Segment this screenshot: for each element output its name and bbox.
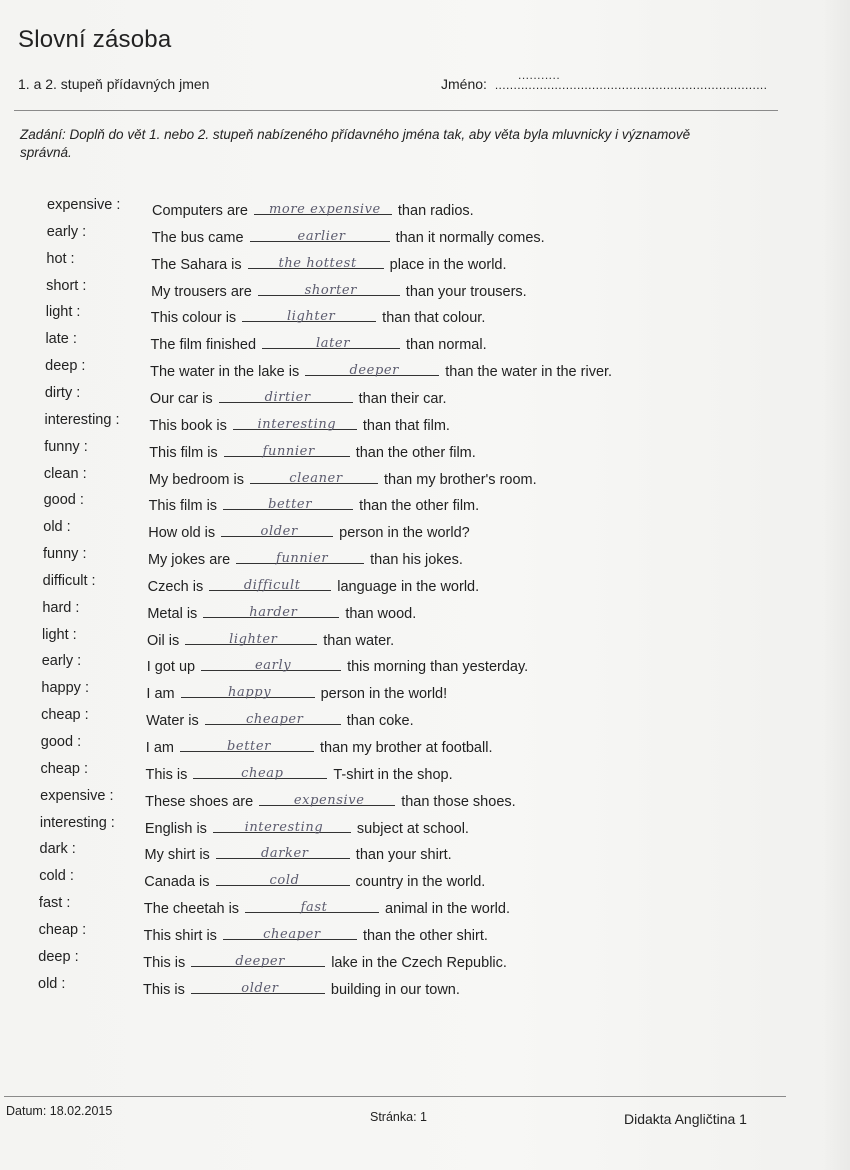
adjective-prompt: deep : xyxy=(38,948,79,965)
exercise-row xyxy=(0,788,850,812)
adjective-prompt: cheap : xyxy=(41,707,89,724)
sentence-start: The film finished xyxy=(150,337,257,354)
sentence-start: The bus came xyxy=(151,229,244,246)
exercise-row xyxy=(0,976,850,1000)
sentence-end: person in the world? xyxy=(339,525,470,542)
handwritten-answer: expensive xyxy=(293,792,365,808)
exercise-row xyxy=(0,600,850,624)
answer-blank[interactable] xyxy=(254,197,392,215)
answer-blank[interactable] xyxy=(216,841,350,862)
answer-blank[interactable] xyxy=(242,304,376,325)
handwritten-answer: later xyxy=(315,336,351,352)
handwritten-answer: more expensive xyxy=(268,202,381,217)
answer-blank[interactable] xyxy=(191,949,325,967)
sentence-start: I am xyxy=(146,686,175,703)
adjective-prompt: expensive : xyxy=(47,197,121,213)
sentence-end: than that film. xyxy=(362,417,450,434)
sentence-start: The water in the lake is xyxy=(150,364,300,381)
adjective-prompt: light : xyxy=(45,304,81,321)
sentence xyxy=(150,385,447,407)
sentence-end: than his jokes. xyxy=(370,552,463,569)
sentence xyxy=(148,546,463,568)
sentence-start: This is xyxy=(145,766,188,783)
handwritten-answer: cheaper xyxy=(263,926,321,942)
name-field xyxy=(441,76,767,92)
exercise-row xyxy=(0,949,850,973)
handwritten-answer: interesting xyxy=(244,819,324,835)
answer-blank[interactable] xyxy=(193,761,327,779)
exercise-row xyxy=(0,278,850,302)
sentence xyxy=(151,304,486,326)
answer-blank[interactable] xyxy=(233,412,357,430)
adjective-prompt: funny : xyxy=(42,546,87,563)
sentence-start: Water is xyxy=(146,713,199,730)
sentence-start: My jokes are xyxy=(147,552,231,569)
adjective-prompt: good : xyxy=(43,492,84,509)
answer-blank[interactable] xyxy=(223,492,353,513)
handwritten-answer: shorter xyxy=(304,282,357,298)
answer-blank[interactable] xyxy=(216,868,350,889)
exercise-row xyxy=(0,519,850,543)
adjective-prompt: clean : xyxy=(43,465,87,482)
handwritten-answer: darker xyxy=(260,846,309,862)
sentence-end: than that colour. xyxy=(382,310,486,327)
sentence xyxy=(150,358,612,380)
exercise-row xyxy=(0,680,850,704)
exercise-row xyxy=(0,922,850,946)
sentence-start: English is xyxy=(144,820,207,837)
exercise-row xyxy=(0,466,850,490)
sentence-start: The Sahara is xyxy=(151,256,242,273)
handwritten-answer: older xyxy=(260,524,298,540)
sentence-end: than your shirt. xyxy=(355,847,452,864)
exercise-row xyxy=(0,627,850,651)
sentence-end: than coke. xyxy=(346,713,414,730)
sentence-start: This film is xyxy=(149,444,218,461)
sentence-start: My shirt is xyxy=(144,847,210,864)
header-divider xyxy=(14,110,778,111)
answer-blank[interactable] xyxy=(262,331,400,352)
sentence xyxy=(152,224,545,246)
handwritten-answer: deeper xyxy=(349,363,399,379)
sentence-end: than my brother's room. xyxy=(383,471,537,488)
handwritten-answer: cold xyxy=(269,873,300,889)
handwritten-answer: the hottest xyxy=(278,255,357,271)
adjective-prompt: funny : xyxy=(44,438,88,455)
adjective-prompt: happy : xyxy=(41,680,89,697)
sentence-end: animal in the world. xyxy=(385,901,510,918)
sentence-start: This shirt is xyxy=(143,927,217,944)
sentence-start: This colour is xyxy=(150,310,237,327)
exercise-row xyxy=(0,412,850,436)
handwritten-answer: lighter xyxy=(229,631,278,647)
adjective-prompt: cold : xyxy=(39,868,74,885)
adjective-prompt: cheap : xyxy=(38,921,87,938)
sentence xyxy=(145,815,469,837)
sentence-start: This is xyxy=(143,981,185,998)
sentence-end: building in our town. xyxy=(330,981,460,998)
exercise-row xyxy=(0,895,850,919)
adjective-prompt: hot : xyxy=(46,250,75,267)
handwritten-answer: dirtier xyxy=(264,389,311,405)
exercise-row xyxy=(0,546,850,570)
sentence xyxy=(144,922,488,944)
exercise-row xyxy=(0,707,850,731)
sentence xyxy=(146,707,414,729)
sentence-start: These shoes are xyxy=(145,793,254,810)
exercise-row xyxy=(0,653,850,677)
answer-blank[interactable] xyxy=(245,895,379,916)
sentence-start: This is xyxy=(143,954,186,971)
answer-blank[interactable] xyxy=(221,519,333,540)
handwritten-answer: older xyxy=(241,980,279,996)
adjective-prompt: old : xyxy=(38,975,66,992)
sentence-end: than the water in the river. xyxy=(445,364,613,381)
answer-blank[interactable] xyxy=(250,466,378,484)
adjective-prompt: difficult : xyxy=(42,572,96,589)
answer-blank[interactable] xyxy=(248,251,384,269)
handwritten-answer: early xyxy=(255,658,292,674)
handwritten-answer: harder xyxy=(249,604,298,620)
name-dots-top: ........... xyxy=(518,68,561,82)
name-label: Jméno: xyxy=(441,76,487,92)
handwritten-answer: earlier xyxy=(297,228,346,244)
adjective-prompt: interesting : xyxy=(44,411,120,428)
exercise-row xyxy=(0,492,850,516)
sentence xyxy=(145,788,516,810)
sentence-end: than their car. xyxy=(358,390,447,407)
handwritten-answer: deeper xyxy=(235,953,285,969)
handwritten-answer: cleaner xyxy=(289,470,343,486)
sentence xyxy=(149,466,537,488)
sentence-start: I got up xyxy=(146,659,196,676)
handwritten-answer: funnier xyxy=(276,551,329,567)
handwritten-answer: difficult xyxy=(243,577,301,593)
adjective-prompt: hard : xyxy=(42,599,80,616)
exercise-row xyxy=(0,439,850,463)
sentence-end: T-shirt in the shop. xyxy=(333,766,453,783)
sentence-end: than normal. xyxy=(406,337,487,354)
adjective-prompt: old : xyxy=(43,519,71,536)
sentence-end: place in the world. xyxy=(389,256,507,273)
sentence xyxy=(143,949,507,971)
exercise-row xyxy=(0,251,850,275)
sentence-start: Oil is xyxy=(147,632,180,649)
sentence-start: Metal is xyxy=(147,605,198,622)
handwritten-answer: happy xyxy=(228,685,272,701)
exercise-row xyxy=(0,734,850,758)
sentence-end: than radios. xyxy=(397,203,474,219)
page-subtitle: 1. a 2. stupeň přídavných jmen xyxy=(18,76,210,92)
answer-blank[interactable] xyxy=(305,358,439,379)
answer-blank[interactable] xyxy=(205,707,341,728)
sentence xyxy=(150,331,486,353)
sentence xyxy=(150,412,450,434)
sentence-end: this morning than yesterday. xyxy=(347,659,529,676)
answer-blank[interactable] xyxy=(213,815,351,833)
exercise-row xyxy=(0,304,850,328)
sentence xyxy=(143,976,460,998)
answer-blank[interactable] xyxy=(224,439,350,457)
sentence xyxy=(146,734,493,756)
handwritten-answer: fast xyxy=(300,900,328,916)
exercise-row xyxy=(0,197,850,221)
sentence xyxy=(144,868,485,890)
handwritten-answer: cheaper xyxy=(245,712,304,728)
footer-page-number: Stránka: 1 xyxy=(370,1110,427,1124)
sentence-start: How old is xyxy=(148,525,216,542)
footer-date: Datum: 18.02.2015 xyxy=(6,1104,113,1118)
sentence xyxy=(147,600,416,622)
sentence-end: country in the world. xyxy=(355,874,486,891)
sentence-start: This book is xyxy=(149,417,227,434)
handwritten-answer: interesting xyxy=(257,416,337,432)
sentence-end: than those shoes. xyxy=(401,793,516,810)
adjective-prompt: deep : xyxy=(45,358,86,375)
sentence xyxy=(144,895,510,917)
exercise-row xyxy=(0,573,850,597)
sentence xyxy=(145,761,452,783)
sentence-end: than your trousers. xyxy=(405,283,527,300)
sentence-start: My trousers are xyxy=(151,283,252,300)
adjective-prompt: light : xyxy=(42,626,77,643)
handwritten-answer: cheap xyxy=(241,765,284,781)
handwritten-answer: better xyxy=(268,497,313,513)
answer-blank[interactable] xyxy=(250,224,390,242)
exercise-row xyxy=(0,331,850,355)
sentence-start: Canada is xyxy=(144,874,210,891)
sentence-end: subject at school. xyxy=(356,820,469,837)
footer-divider xyxy=(4,1096,786,1097)
handwritten-answer: lighter xyxy=(287,309,336,325)
answer-blank[interactable] xyxy=(236,546,364,567)
sentence xyxy=(148,519,469,541)
sentence xyxy=(151,278,527,300)
exercise-row xyxy=(0,815,850,839)
answer-blank[interactable] xyxy=(180,734,314,752)
exercise-row xyxy=(0,868,850,892)
sentence xyxy=(152,197,474,219)
sentence-end: than it normally comes. xyxy=(395,229,545,246)
sentence-end: than wood. xyxy=(345,605,417,622)
adjective-prompt: short : xyxy=(46,277,87,294)
sentence xyxy=(147,627,394,649)
exercise-row xyxy=(0,761,850,785)
answer-blank[interactable] xyxy=(201,653,341,674)
sentence-start: Computers are xyxy=(152,203,248,219)
sentence-end: lake in the Czech Republic. xyxy=(331,954,507,971)
sentence xyxy=(146,680,447,702)
exercise-row xyxy=(0,385,850,409)
handwritten-answer: funnier xyxy=(262,443,315,459)
sentence-end: than the other film. xyxy=(359,498,480,515)
adjective-prompt: early : xyxy=(46,223,87,240)
sentence-start: The cheetah is xyxy=(143,901,240,918)
sentence xyxy=(145,841,452,863)
adjective-prompt: early : xyxy=(41,653,82,670)
sentence-start: This film is xyxy=(148,498,218,515)
sentence xyxy=(151,251,506,273)
adjective-prompt: interesting : xyxy=(39,814,115,831)
sentence-end: than water. xyxy=(323,632,395,649)
exercise-row xyxy=(0,358,850,382)
handwritten-answer: better xyxy=(226,739,271,754)
adjective-prompt: good : xyxy=(40,734,82,750)
instructions-text: Zadání: Doplň do vět 1. nebo 2. stupeň nabízeného přídavného jména tak, aby věta byla mluvnicky i významově správná. xyxy=(20,127,691,160)
answer-blank[interactable] xyxy=(203,600,339,618)
answer-blank[interactable] xyxy=(219,385,353,403)
adjective-prompt: dirty : xyxy=(44,384,81,401)
adjective-prompt: dark : xyxy=(39,841,76,858)
footer-publisher: Didakta Angličtina 1 xyxy=(624,1111,747,1127)
sentence xyxy=(149,439,476,461)
answer-blank[interactable] xyxy=(259,788,395,806)
sentence xyxy=(147,653,528,675)
answer-blank[interactable] xyxy=(258,278,400,296)
sentence-end: than my brother at football. xyxy=(319,740,493,756)
sentence xyxy=(148,573,480,595)
name-dots-line: ......................................................................... xyxy=(494,78,768,92)
answer-blank[interactable] xyxy=(191,976,325,994)
sentence-start: I am xyxy=(145,740,174,756)
adjective-prompt: fast : xyxy=(38,895,71,912)
adjective-prompt: late : xyxy=(45,331,77,348)
sentence-end: than the other shirt. xyxy=(362,927,488,944)
sentence xyxy=(149,492,480,514)
answer-blank[interactable] xyxy=(209,573,331,591)
answer-blank[interactable] xyxy=(185,627,317,645)
adjective-prompt: cheap : xyxy=(40,760,89,777)
exercise-row xyxy=(0,224,850,248)
page-title: Slovní zásoba xyxy=(18,26,172,53)
sentence-start: My bedroom is xyxy=(148,471,244,488)
sentence-end: than the other film. xyxy=(355,444,476,461)
answer-blank[interactable] xyxy=(223,922,357,940)
exercise-row xyxy=(0,841,850,865)
sentence-start: Our car is xyxy=(149,390,213,407)
sentence-end: language in the world. xyxy=(337,578,480,595)
adjective-prompt: expensive : xyxy=(40,787,114,804)
sentence-end: person in the world! xyxy=(320,686,448,703)
sentence-start: Czech is xyxy=(147,578,204,595)
answer-blank[interactable] xyxy=(181,680,315,701)
